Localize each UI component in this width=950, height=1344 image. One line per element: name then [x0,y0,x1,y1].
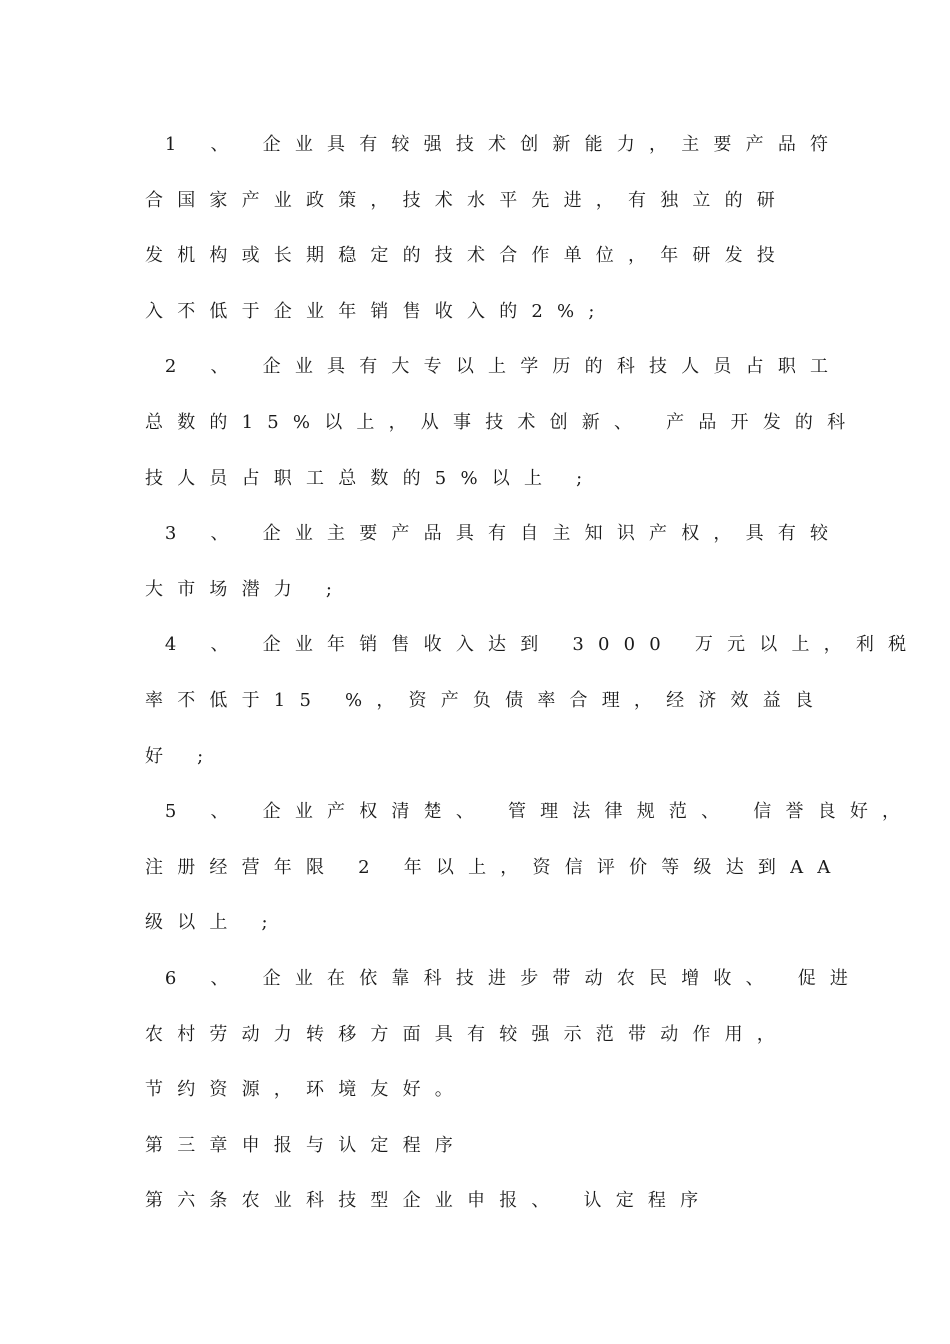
text-line-item-3: 3 、 企业主要产品具有自主知识产权，具有较 [145,523,843,545]
text-line: 注册经营年限 2 年以上，资信评价等级达到AA [145,856,845,878]
text-line: 入不低于企业年销售收入的2%; [145,300,609,322]
text-line: 发机构或长期稳定的技术合作单位，年研发投 [145,245,789,267]
text-line: 节约资源，环境友好。 [145,1079,467,1101]
text-line: 合国家产业政策，技术水平先进，有独立的研 [145,189,789,211]
text-line: 技人员占职工总数的5%以上 ; [145,467,597,489]
text-line-item-5: 5 、 企业产权清楚、 管理法律规范、 信誉良好， [145,801,915,823]
text-line-item-4: 4 、 企业年销售收入达到 3000 万元以上，利税 [145,634,921,656]
text-line-item-1: 1 、 企业具有较强技术创新能力，主要产品符 [145,134,843,155]
text-line: 总数的15%以上，从事技术创新、 产品开发的科 [145,411,860,433]
body-text [145,128,921,1240]
text-line: 率不低于15 %，资产负债率合理，经济效益良 [145,689,828,711]
text-line: 大市场潜力 ; [145,578,347,600]
text-line: 级以上 ; [145,912,282,934]
article-heading: 第六条农业科技型企业申报、 认定程序 [145,1190,713,1212]
chapter-heading: 第三章申报与认定程序 [145,1134,467,1156]
text-line-item-2: 2 、 企业具有大专以上学历的科技人员占职工 [145,356,843,378]
text-line: 农村劳动力转移方面具有较强示范带动作用， [145,1023,789,1045]
text-line-item-6: 6 、 企业在依靠科技进步带动农民增收、 促进 [145,967,863,989]
text-line: 好 ; [145,745,218,767]
